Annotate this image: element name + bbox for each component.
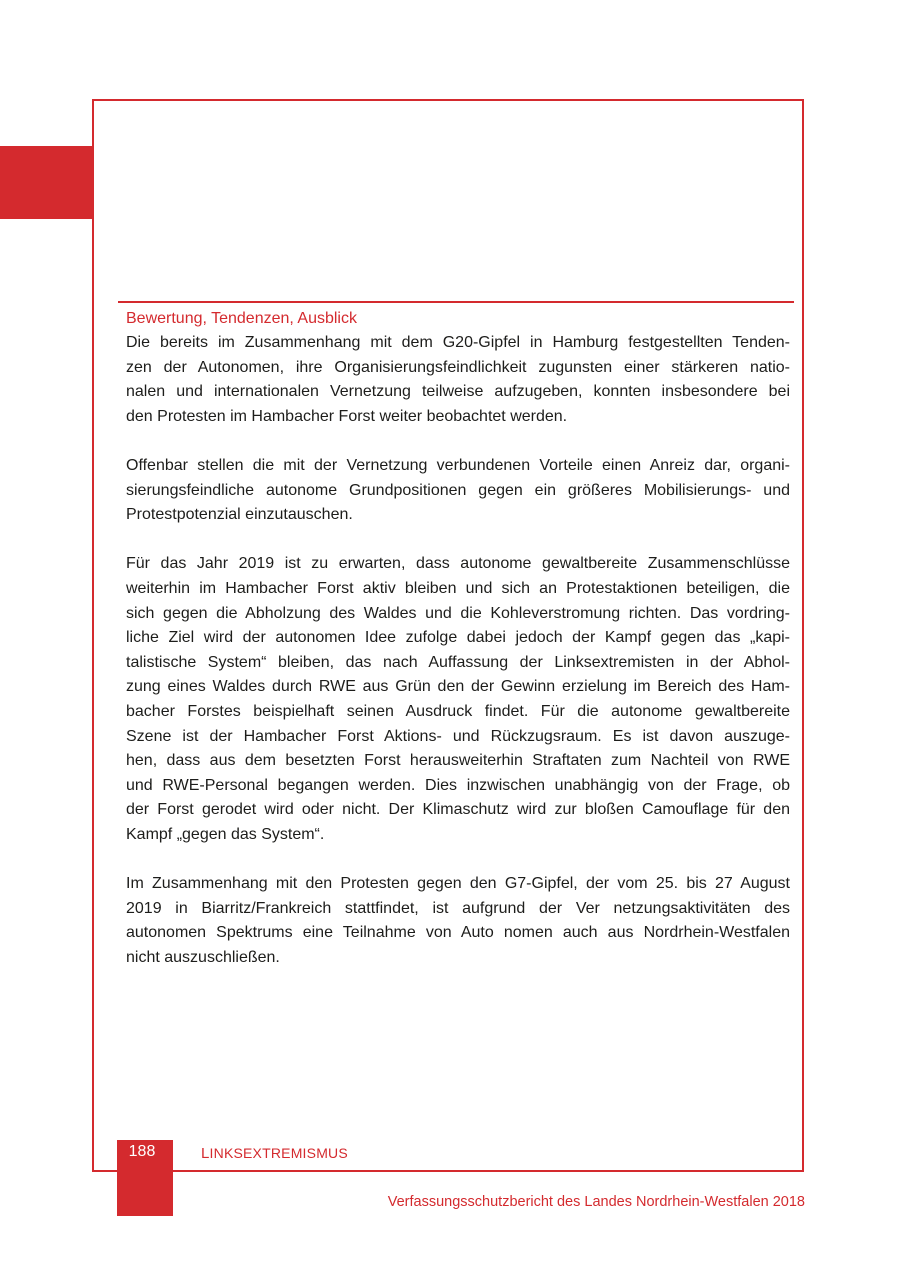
page-number: 188: [128, 1143, 156, 1160]
side-tab-marker: [0, 146, 93, 219]
paragraph-1: [126, 331, 790, 429]
paragraph-2: [126, 454, 790, 528]
body-text: [126, 331, 790, 995]
text-line: hen, dass aus dem besetzten Forst herausweiterhin Straftaten zum Nachteil von RWE: [126, 752, 790, 770]
text-line: nalen und internationalen Vernetzung teilweise aufzugeben, konnten insbesondere bei: [126, 383, 790, 401]
text-line: bacher Forstes beispielhaft seinen Ausdruck findet. Für die autonome gewaltbereite: [126, 702, 790, 720]
text-line: Die bereits im Zusammenhang mit dem G20-Gipfel in Hamburg festgestellten Tenden-: [126, 334, 790, 351]
chapter-title-rest: INKSEXTREMISMUS: [209, 1145, 348, 1161]
text-line: Kampf „gegen das System“.: [126, 825, 325, 843]
text-line: den Protesten im Hambacher Forst weiter beobachtet werden.: [126, 407, 568, 425]
heading-divider: [118, 301, 794, 303]
text-line: Offenbar stellen die mit der Vernetzung verbundenen Vorteile einen Anreiz dar, organi-: [126, 456, 790, 474]
chapter-title: [201, 1145, 348, 1162]
text-line: Für das Jahr 2019 ist zu erwarten, dass autonome gewaltbereite Zusammenschlüsse: [126, 555, 790, 573]
text-line: autonomen Spektrums eine Teilnahme von Auto nomen auch aus Nordrhein-Westfalen: [126, 924, 790, 942]
text-line: Szene ist der Hambacher Forst Aktions- und Rückzugsraum. Es ist davon auszuge-: [126, 727, 790, 745]
text-line: der Forst gerodet wird oder nicht. Der Klimaschutz wird zur bloßen Camouflage für den: [126, 801, 790, 819]
text-line: und RWE-Personal begangen werden. Dies inzwischen unabhängig von der Frage, ob: [126, 776, 790, 794]
text-line: Im Zusammenhang mit den Protesten gegen den G7-Gipfel, der vom 25. bis 27 August: [126, 875, 790, 893]
text-line: sich gegen die Abholzung des Waldes und die Kohleverstromung richten. Das vordring-: [126, 604, 790, 622]
text-line: sierungsfeindliche autonome Grundpositionen gegen ein größeres Mobilisierungs- und: [126, 481, 790, 499]
paragraph-3: [126, 552, 790, 847]
chapter-title-initial: L: [201, 1145, 210, 1162]
section-heading: Bewertung, Tendenzen, Ausblick: [126, 310, 357, 327]
text-line: zen der Autonomen, ihre Organisierungsfeindlichkeit zugunsten einer stärkeren natio-: [126, 358, 790, 376]
text-line: Protestpotenzial einzutauschen.: [126, 506, 353, 524]
text-line: nicht auszuschließen.: [126, 948, 280, 966]
text-line: liche Ziel wird der autonomen Idee zufolge dabei jedoch der Kampf gegen das „kapi-: [126, 629, 790, 647]
paragraph-4: [126, 872, 790, 970]
text-line: zung eines Waldes durch RWE aus Grün den der Gewinn erzielung im Bereich des Ham-: [126, 678, 790, 696]
text-line: talistische System“ bleiben, das nach Auffassung der Linksextremisten in der Abhol-: [126, 653, 790, 671]
text-line: weiterhin im Hambacher Forst aktiv bleiben und sich an Protestaktionen beteiligen, die: [126, 579, 790, 597]
text-line: 2019 in Biarritz/Frankreich stattfindet, ist aufgrund der Ver netzungsaktivitäten des: [126, 899, 790, 917]
publication-title: Verfassungsschutzbericht des Landes Nordrhein-Westfalen 2018: [387, 1194, 805, 1210]
